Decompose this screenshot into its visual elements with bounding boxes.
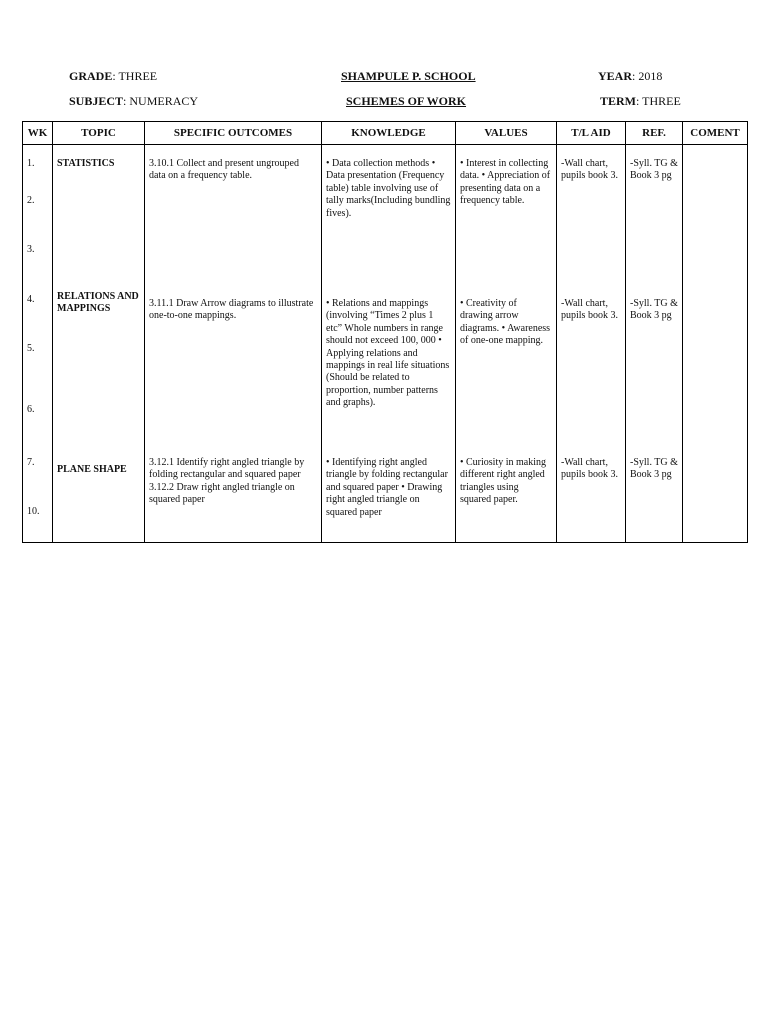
subject-label: SUBJECT xyxy=(69,94,124,108)
year-label: YEAR xyxy=(598,69,633,83)
col-header-aid: T/L AID xyxy=(557,122,626,145)
outcomes-cell: 3.11.1 Draw Arrow diagrams to illustrate one-to-one mappings. xyxy=(145,284,322,442)
grade-line xyxy=(69,69,157,83)
term-value: : THREE xyxy=(636,94,681,108)
week-cell xyxy=(23,442,53,543)
outcomes-cell: 3.12.1 Identify right angled triangle by folding rectangular and squared paper 3.12.2 Draw right angled triangle on squared paper xyxy=(145,442,322,543)
term-line xyxy=(600,94,681,108)
grade-value: : THREE xyxy=(112,69,158,83)
topic-cell: RELATIONS AND MAPPINGS xyxy=(53,284,145,442)
ref-cell: -Syll. TG & Book 3 pg xyxy=(626,442,683,543)
week-number: 7. xyxy=(27,457,35,468)
week-number: 6. xyxy=(27,404,35,415)
comment-cell xyxy=(683,442,748,543)
school-name: SHAMPULE P. SCHOOL xyxy=(341,69,476,83)
topic-cell: PLANE SHAPE xyxy=(53,442,145,543)
document-title: SCHEMES OF WORK xyxy=(346,94,467,108)
grade-label: GRADE xyxy=(69,69,113,83)
topic-cell: STATISTICS xyxy=(53,145,145,285)
week-number: 1. xyxy=(27,158,35,169)
week-number: 10. xyxy=(27,506,40,517)
comment-cell xyxy=(683,284,748,442)
col-header-wk: WK xyxy=(23,122,53,145)
subject-value: : NUMERACY xyxy=(123,94,199,108)
col-header-ref: REF. xyxy=(626,122,683,145)
term-label: TERM xyxy=(600,94,636,108)
knowledge-cell: • Identifying right angled triangle by folding rectangular and squared paper • Drawing right angled triangle on squared paper xyxy=(322,442,456,543)
col-header-comment: COMENT xyxy=(683,122,748,145)
week-number: 2. xyxy=(27,195,35,206)
week-cell xyxy=(23,284,53,442)
table-row xyxy=(23,284,748,442)
values-cell: • Curiosity in making different right angled triangles using squared paper. xyxy=(456,442,557,543)
aid-cell: -Wall chart, pupils book 3. xyxy=(557,284,626,442)
aid-cell: -Wall chart, pupils book 3. xyxy=(557,442,626,543)
week-number: 5. xyxy=(27,343,35,354)
week-number: 3. xyxy=(27,244,35,255)
year-value: : 2018 xyxy=(632,69,663,83)
knowledge-cell: • Data collection methods • Data presentation (Frequency table) table involving use of tally marks(Including bundling fives). xyxy=(322,145,456,285)
week-cell xyxy=(23,145,53,285)
ref-cell: -Syll. TG & Book 3 pg xyxy=(626,145,683,285)
year-line xyxy=(598,69,662,83)
ref-cell: -Syll. TG & Book 3 pg xyxy=(626,284,683,442)
subject-line xyxy=(69,94,198,108)
knowledge-cell: • Relations and mappings (involving “Times 2 plus 1 etc” Whole numbers in range should not exceed 100, 000 • Applying relations and mappings in real life situations (Should be related to proportion, number patterns and graphs). xyxy=(322,284,456,442)
aid-cell: -Wall chart, pupils book 3. xyxy=(557,145,626,285)
table-row xyxy=(23,442,748,543)
week-number: 4. xyxy=(27,294,35,305)
scheme-table xyxy=(22,121,748,543)
col-header-outcomes: SPECIFIC OUTCOMES xyxy=(145,122,322,145)
comment-cell xyxy=(683,145,748,285)
col-header-values: VALUES xyxy=(456,122,557,145)
values-cell: • Interest in collecting data. • Appreciation of presenting data on a frequency table. xyxy=(456,145,557,285)
values-cell: • Creativity of drawing arrow diagrams. • Awareness of one-one mapping. xyxy=(456,284,557,442)
col-header-knowledge: KNOWLEDGE xyxy=(322,122,456,145)
col-header-topic: TOPIC xyxy=(53,122,145,145)
table-row xyxy=(23,145,748,285)
outcomes-cell: 3.10.1 Collect and present ungrouped data on a frequency table. xyxy=(145,145,322,285)
table-header-row xyxy=(23,122,748,145)
